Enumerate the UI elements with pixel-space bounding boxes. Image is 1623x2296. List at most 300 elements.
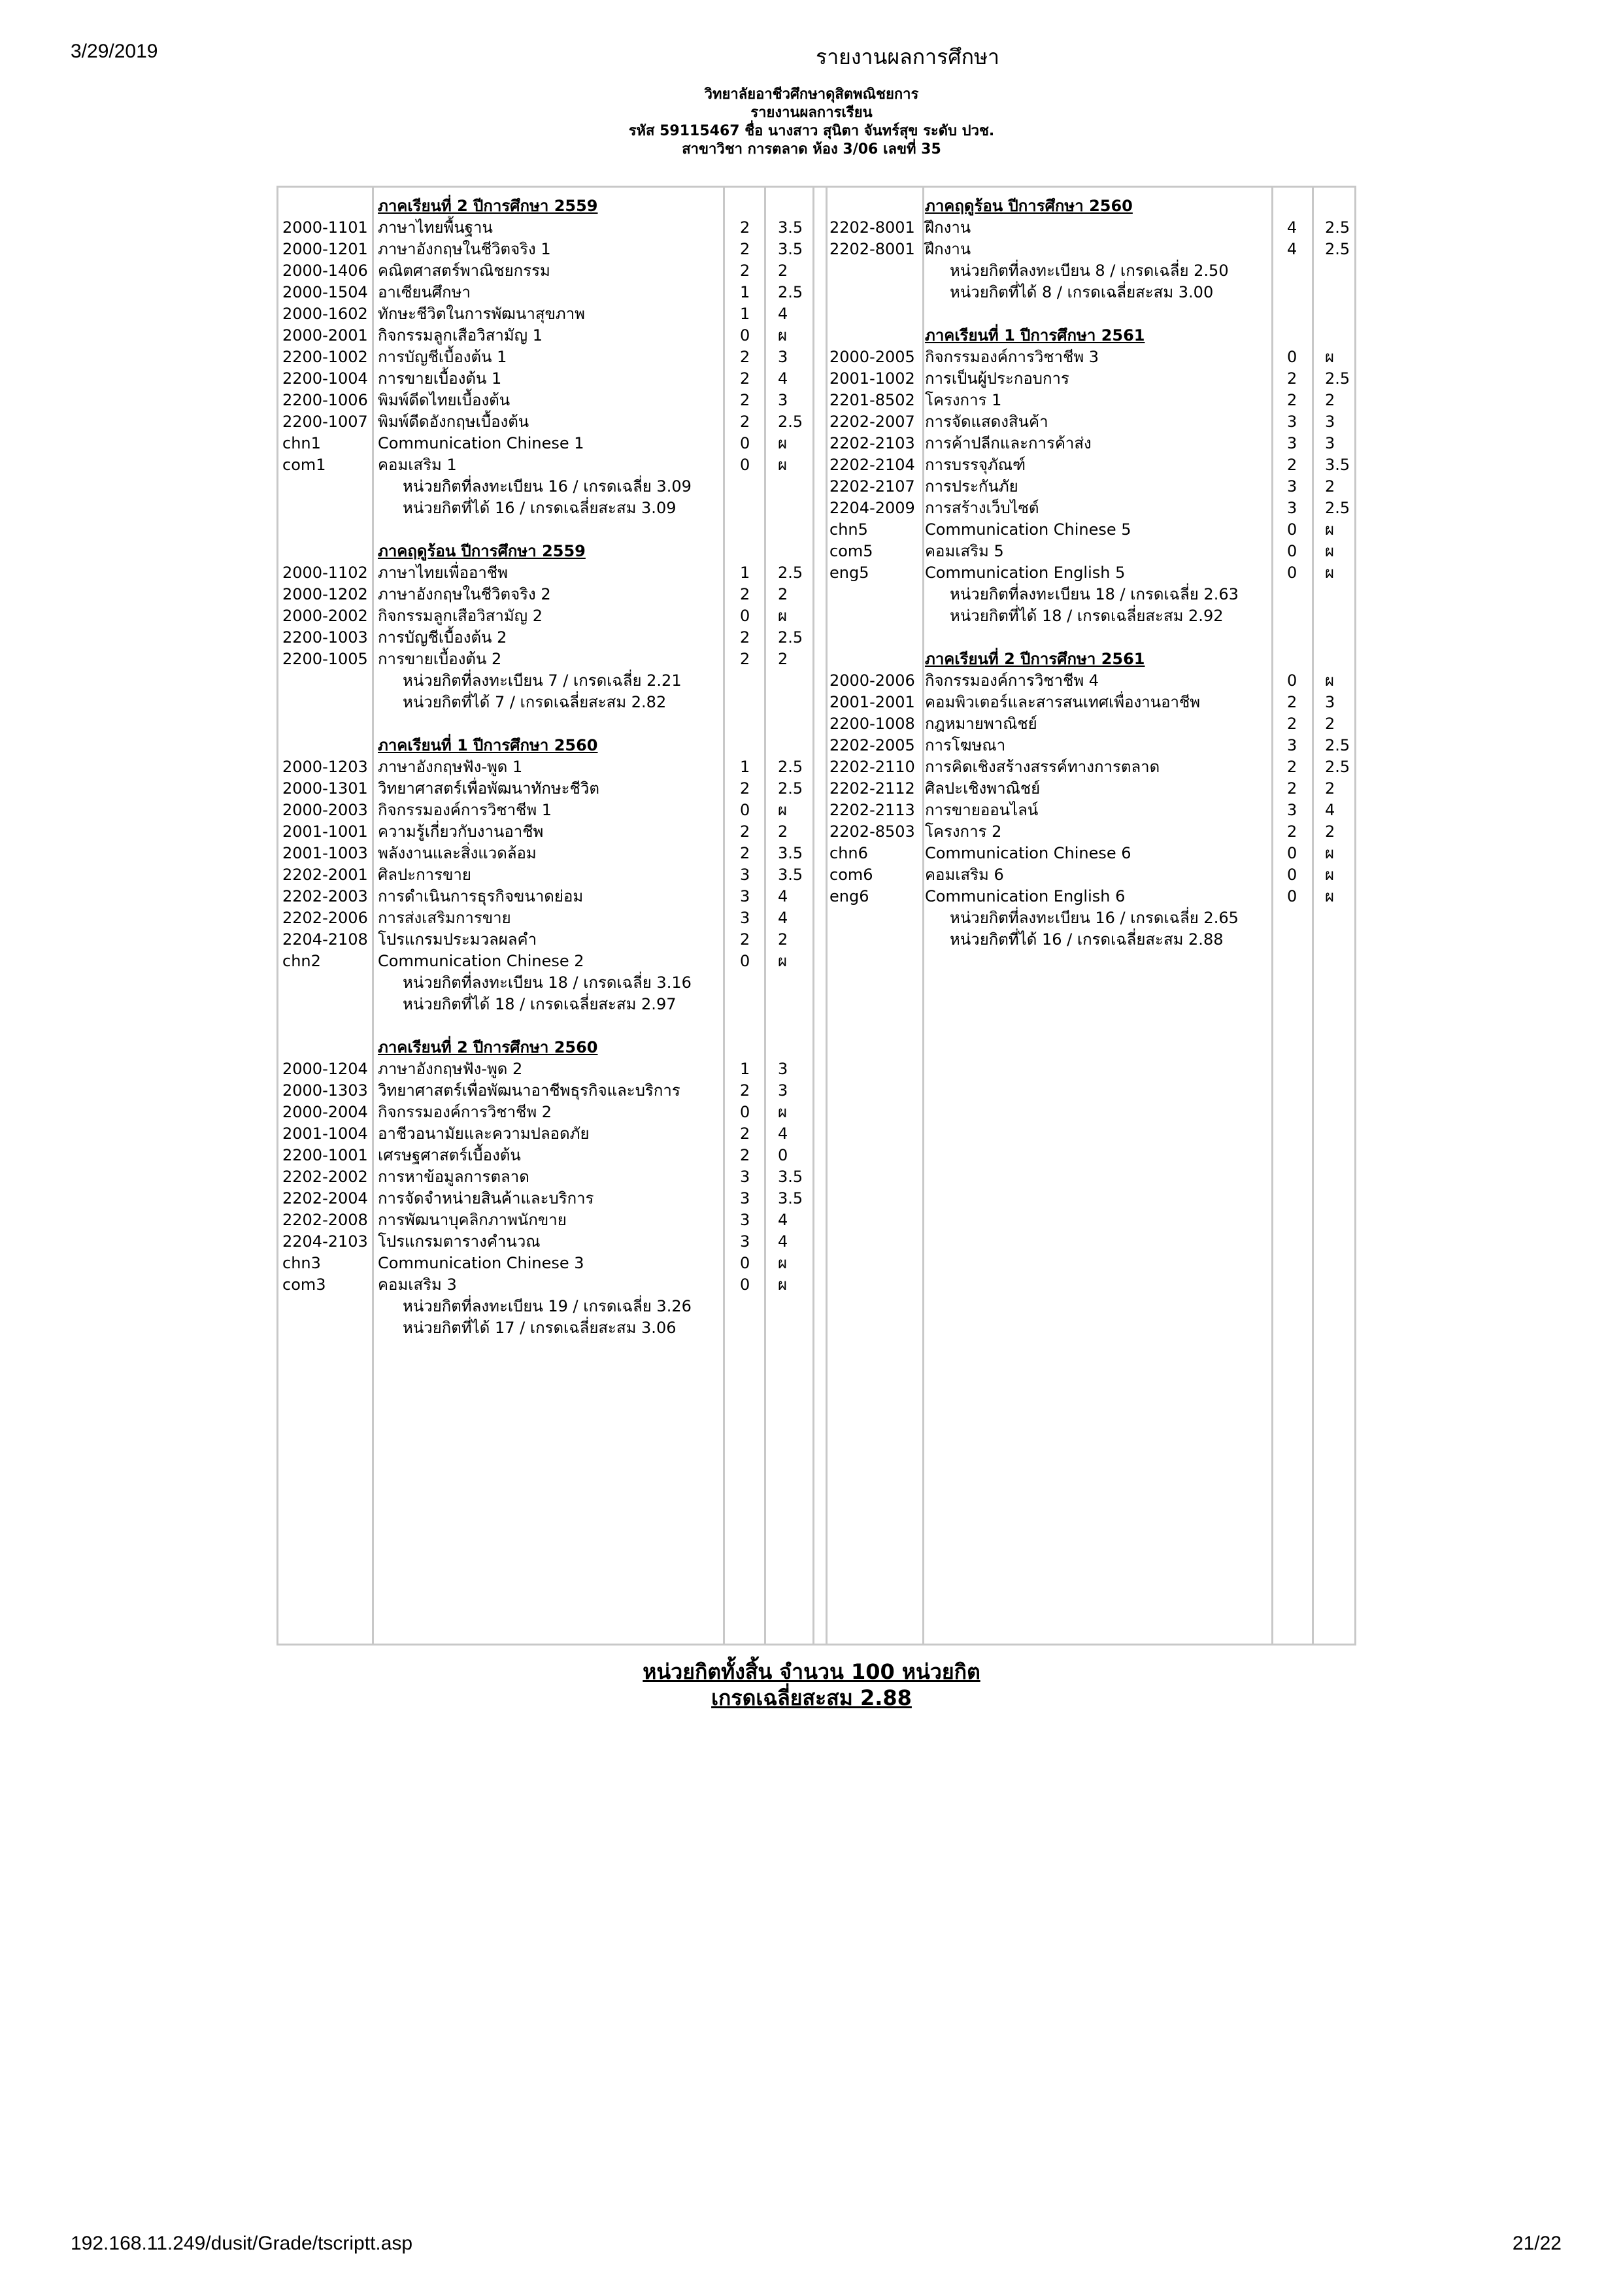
course-row — [278, 1080, 812, 1102]
course-credits: 2 — [740, 413, 750, 431]
course-code: 2000-1204 — [282, 1060, 368, 1078]
course-credits: 2 — [1287, 715, 1297, 733]
course-row — [278, 282, 812, 303]
course-code: 2204-2103 — [282, 1232, 368, 1251]
course-credits: 1 — [740, 283, 750, 301]
course-code: 2000-1406 — [282, 262, 368, 280]
course-code: 2000-2005 — [829, 348, 915, 366]
course-row — [278, 239, 812, 260]
semester-heading: ภาคเรียนที่ 2 ปีการศึกษา 2560 — [378, 1038, 598, 1056]
semester-summary-row — [278, 476, 812, 498]
course-grade: 4 — [1325, 801, 1335, 819]
course-row — [826, 800, 1356, 821]
course-credits: 3 — [1287, 477, 1297, 496]
course-grade: ผ — [1325, 844, 1335, 862]
course-name: การบรรจุภัณฑ์ — [925, 456, 1026, 474]
course-code: chn1 — [282, 434, 321, 452]
course-credits: 0 — [1287, 348, 1297, 366]
course-row — [278, 1209, 812, 1231]
course-credits: 0 — [740, 456, 750, 474]
course-grade: ผ — [1325, 887, 1335, 905]
semester-summary: หน่วยกิตที่ลงทะเบียน 19 / เกรดเฉลี่ย 3.26 — [403, 1297, 692, 1315]
course-name: คอมเสริม 5 — [925, 542, 1004, 560]
semester-heading: ภาคเรียนที่ 2 ปีการศึกษา 2561 — [925, 650, 1145, 668]
course-name: อาเซียนศึกษา — [378, 283, 471, 301]
semester-heading-row — [826, 195, 1356, 217]
course-grade: 4 — [778, 909, 788, 927]
course-credits: 0 — [740, 607, 750, 625]
course-code: 2000-1101 — [282, 218, 368, 237]
course-name: คอมเสริม 1 — [378, 456, 457, 474]
course-credits: 2 — [740, 240, 750, 258]
course-grade: ผ — [778, 326, 788, 345]
course-name: การจัดแสดงสินค้า — [925, 413, 1048, 431]
course-credits: 3 — [1287, 801, 1297, 819]
course-name: โครงการ 1 — [925, 391, 1002, 409]
course-name: การบัญชีเบื้องต้น 1 — [378, 348, 507, 366]
course-credits: 3 — [740, 1189, 750, 1207]
course-credits: 2 — [740, 844, 750, 862]
course-code: 2200-1006 — [282, 391, 368, 409]
course-name: การขายเบื้องต้น 1 — [378, 369, 502, 388]
course-code: 2202-2110 — [829, 758, 915, 776]
course-name: คอมเสริม 6 — [925, 866, 1004, 884]
course-credits: 2 — [740, 585, 750, 603]
course-grade: 3 — [778, 348, 788, 366]
course-row — [278, 778, 812, 800]
course-name: กิจกรรมองค์การวิชาชีพ 3 — [925, 348, 1099, 366]
course-row — [826, 756, 1356, 778]
course-grade: 2.5 — [1325, 218, 1350, 237]
semester-summary-row — [278, 498, 812, 519]
course-grade: 2 — [1325, 715, 1335, 733]
course-name: ภาษาอังกฤษฟัง-พูด 2 — [378, 1060, 523, 1078]
course-name: การหาข้อมูลการตลาด — [378, 1168, 529, 1186]
course-code: 2000-1201 — [282, 240, 368, 258]
course-name: การจัดจำหน่ายสินค้าและบริการ — [378, 1189, 594, 1207]
course-credits: 0 — [1287, 887, 1297, 905]
course-name: การค้าปลีกและการค้าส่ง — [925, 434, 1092, 452]
semester-summary-row — [278, 1317, 812, 1339]
course-grade: 2 — [778, 585, 788, 603]
course-grade: 4 — [778, 369, 788, 388]
course-code: 2000-1202 — [282, 585, 368, 603]
course-row — [826, 692, 1356, 713]
total-credits: หน่วยกิตทั้งสิ้น จำนวน 100 หน่วยกิต — [643, 1659, 980, 1684]
course-grade: 2 — [778, 930, 788, 949]
course-credits: 1 — [740, 758, 750, 776]
course-row — [278, 821, 812, 843]
course-code: chn2 — [282, 952, 321, 970]
course-credits: 1 — [740, 305, 750, 323]
course-row — [278, 649, 812, 670]
course-row — [826, 368, 1356, 390]
course-name: การประกันภัย — [925, 477, 1018, 496]
course-row — [278, 390, 812, 411]
course-grade: 3.5 — [778, 866, 803, 884]
semester-summary: หน่วยกิตที่ได้ 16 / เกรดเฉลี่ยสะสม 2.88 — [950, 930, 1224, 949]
spacer-row — [826, 627, 1356, 649]
course-code: 2200-1008 — [829, 715, 915, 733]
course-name: กฎหมายพาณิชย์ — [925, 715, 1037, 733]
course-code: chn6 — [829, 844, 868, 862]
course-credits: 2 — [740, 1146, 750, 1164]
spacer-row — [278, 713, 812, 735]
course-name: คอมเสริม 3 — [378, 1275, 457, 1294]
course-grade: 2 — [1325, 391, 1335, 409]
course-grade: 3.5 — [778, 218, 803, 237]
course-credits: 2 — [1287, 779, 1297, 798]
course-code: 2202-2004 — [282, 1189, 368, 1207]
course-grade: ผ — [778, 1254, 788, 1272]
page-number: 21/22 — [1512, 2233, 1562, 2254]
course-row — [826, 239, 1356, 260]
course-name: ศิลปะเชิงพาณิชย์ — [925, 779, 1041, 798]
course-row — [826, 735, 1356, 756]
course-code: 2000-1203 — [282, 758, 368, 776]
course-code: 2202-2005 — [829, 736, 915, 754]
course-credits: 3 — [740, 1168, 750, 1186]
course-credits: 2 — [740, 348, 750, 366]
semester-heading: ภาคฤดูร้อน ปีการศึกษา 2559 — [378, 542, 586, 560]
course-name: Communication English 5 — [925, 564, 1126, 582]
course-name: ภาษาอังกฤษในชีวิตจริง 2 — [378, 585, 551, 603]
course-row — [278, 929, 812, 951]
semester-summary-row — [826, 260, 1356, 282]
course-grade: ผ — [1325, 564, 1335, 582]
course-code: 2000-2004 — [282, 1103, 368, 1121]
course-name: กิจกรรมองค์การวิชาชีพ 1 — [378, 801, 552, 819]
course-row — [278, 951, 812, 972]
course-code: com5 — [829, 542, 873, 560]
course-code: 2202-2002 — [282, 1168, 368, 1186]
semester-heading-row — [278, 541, 812, 562]
course-credits: 0 — [740, 434, 750, 452]
course-row — [278, 454, 812, 476]
course-code: 2000-2002 — [282, 607, 368, 625]
course-grade: 2.5 — [1325, 758, 1350, 776]
course-code: 2202-8503 — [829, 822, 915, 841]
course-code: 2001-1001 — [282, 822, 368, 841]
course-row — [826, 541, 1356, 562]
course-row — [278, 627, 812, 649]
course-credits: 3 — [740, 866, 750, 884]
course-grade: 3 — [1325, 413, 1335, 431]
course-grade: 0 — [778, 1146, 788, 1164]
semester-summary-row — [278, 670, 812, 692]
course-grade: 2.5 — [778, 779, 803, 798]
course-row — [826, 713, 1356, 735]
course-grade: 2.5 — [1325, 499, 1350, 517]
course-code: 2000-1303 — [282, 1081, 368, 1100]
course-row — [278, 1145, 812, 1166]
semester-summary-row — [826, 282, 1356, 303]
course-row — [826, 562, 1356, 584]
course-row — [826, 778, 1356, 800]
course-code: 2202-2001 — [282, 866, 368, 884]
course-row — [826, 843, 1356, 864]
course-code: 2200-1007 — [282, 413, 368, 431]
course-credits: 2 — [740, 1124, 750, 1143]
course-grade: 3 — [778, 1081, 788, 1100]
course-grade: 2.5 — [1325, 369, 1350, 388]
semester-heading-row — [826, 325, 1356, 346]
course-grade: ผ — [778, 801, 788, 819]
course-code: 2200-1003 — [282, 628, 368, 647]
course-credits: 4 — [1287, 218, 1297, 237]
course-code: 2000-2001 — [282, 326, 368, 345]
course-name: การพัฒนาบุคลิกภาพนักขาย — [378, 1211, 567, 1229]
course-name: ภาษาอังกฤษในชีวิตจริง 1 — [378, 240, 551, 258]
course-grade: 3.5 — [778, 1189, 803, 1207]
course-grade: 3.5 — [778, 240, 803, 258]
course-name: การดำเนินการธุรกิจขนาดย่อม — [378, 887, 584, 905]
course-credits: 3 — [1287, 736, 1297, 754]
course-credits: 0 — [740, 1254, 750, 1272]
semester-heading-row — [278, 195, 812, 217]
course-code: 2000-2006 — [829, 671, 915, 690]
course-credits: 2 — [740, 779, 750, 798]
course-grade: 3 — [1325, 434, 1335, 452]
course-credits: 3 — [1287, 499, 1297, 517]
print-date: 3/29/2019 — [71, 41, 158, 62]
course-credits: 2 — [740, 391, 750, 409]
semester-summary: หน่วยกิตที่ได้ 7 / เกรดเฉลี่ยสะสม 2.82 — [403, 693, 667, 711]
semester-summary-row — [826, 605, 1356, 627]
course-row — [278, 886, 812, 907]
semester-heading: ภาคเรียนที่ 1 ปีการศึกษา 2561 — [925, 326, 1145, 345]
course-row — [278, 1123, 812, 1145]
semester-summary: หน่วยกิตที่ลงทะเบียน 18 / เกรดเฉลี่ย 3.16 — [403, 973, 692, 992]
course-grade: 2.5 — [778, 628, 803, 647]
semester-heading-row — [278, 735, 812, 756]
course-name: ศิลปะการขาย — [378, 866, 471, 884]
course-name: ฝึกงาน — [925, 240, 971, 258]
course-credits: 2 — [740, 369, 750, 388]
course-row — [278, 584, 812, 605]
course-row — [826, 390, 1356, 411]
course-name: การสร้างเว็บไซต์ — [925, 499, 1039, 517]
course-grade: 2 — [1325, 477, 1335, 496]
course-name: Communication Chinese 5 — [925, 520, 1131, 539]
course-code: eng5 — [829, 564, 869, 582]
semester-summary-row — [278, 994, 812, 1015]
course-credits: 0 — [1287, 542, 1297, 560]
course-code: com6 — [829, 866, 873, 884]
course-row — [278, 1253, 812, 1274]
course-credits: 3 — [1287, 434, 1297, 452]
course-grade: ผ — [778, 607, 788, 625]
page-title: รายงานผลการศึกษา — [816, 44, 1000, 69]
course-name: วิทยาศาสตร์เพื่อพัฒนาทักษะชีวิต — [378, 779, 599, 798]
semester-summary-row — [826, 907, 1356, 929]
spacer-row — [278, 1015, 812, 1037]
course-name: เศรษฐศาสตร์เบื้องต้น — [378, 1146, 521, 1164]
course-credits: 3 — [1287, 413, 1297, 431]
semester-heading: ภาคเรียนที่ 1 ปีการศึกษา 2560 — [378, 736, 598, 754]
course-code: 2200-1001 — [282, 1146, 368, 1164]
course-credits: 2 — [740, 930, 750, 949]
course-credits: 0 — [740, 801, 750, 819]
semester-heading: ภาคเรียนที่ 2 ปีการศึกษา 2559 — [378, 197, 598, 215]
course-row — [826, 519, 1356, 541]
course-grade: 2 — [778, 650, 788, 668]
course-name: พิมพ์ดีดอังกฤษเบื้องต้น — [378, 413, 529, 431]
course-row — [826, 670, 1356, 692]
course-name: การส่งเสริมการขาย — [378, 909, 511, 927]
course-row — [278, 303, 812, 325]
course-row — [278, 346, 812, 368]
course-grade: 4 — [778, 1124, 788, 1143]
course-code: 2200-1005 — [282, 650, 368, 668]
course-grade: 2 — [1325, 822, 1335, 841]
course-name: ภาษาอังกฤษฟัง-พูด 1 — [378, 758, 523, 776]
course-grade: 3.5 — [1325, 456, 1350, 474]
course-row — [278, 433, 812, 454]
course-row — [278, 1274, 812, 1296]
student-info: รหัส 59115467 ชื่อ นางสาว สุนิตา จันทร์สุข ระดับ ปวช. — [628, 123, 995, 139]
spacer-row — [278, 519, 812, 541]
course-credits: 2 — [740, 822, 750, 841]
course-name: กิจกรรมลูกเสือวิสามัญ 2 — [378, 607, 543, 625]
course-credits: 3 — [740, 887, 750, 905]
course-credits: 2 — [1287, 758, 1297, 776]
program-info: สาขาวิชา การตลาด ห้อง 3/06 เลขที่ 35 — [682, 141, 941, 158]
course-credits: 0 — [1287, 564, 1297, 582]
semester-summary: หน่วยกิตที่ได้ 17 / เกรดเฉลี่ยสะสม 3.06 — [403, 1319, 677, 1337]
spacer-row — [826, 303, 1356, 325]
course-name: ทักษะชีวิตในการพัฒนาสุขภาพ — [378, 305, 585, 323]
course-code: 2202-2104 — [829, 456, 915, 474]
course-grade: ผ — [778, 456, 788, 474]
course-grade: ผ — [778, 1103, 788, 1121]
course-row — [278, 1188, 812, 1209]
course-name: วิทยาศาสตร์เพื่อพัฒนาอาชีพธุรกิจและบริการ — [378, 1081, 680, 1100]
semester-summary: หน่วยกิตที่ได้ 16 / เกรดเฉลี่ยสะสม 3.09 — [403, 499, 677, 517]
course-code: chn3 — [282, 1254, 321, 1272]
course-name: คอมพิวเตอร์และสารสนเทศเพื่องานอาชีพ — [925, 693, 1201, 711]
course-name: กิจกรรมองค์การวิชาชีพ 4 — [925, 671, 1099, 690]
semester-summary: หน่วยกิตที่ลงทะเบียน 8 / เกรดเฉลี่ย 2.50 — [950, 262, 1229, 280]
course-row — [278, 1231, 812, 1253]
course-grade: 2.5 — [778, 413, 803, 431]
course-name: โครงการ 2 — [925, 822, 1002, 841]
course-code: 2204-2009 — [829, 499, 915, 517]
course-row — [278, 368, 812, 390]
course-grade: 3.5 — [778, 844, 803, 862]
course-row — [826, 433, 1356, 454]
course-code: 2202-2103 — [829, 434, 915, 452]
course-row — [278, 864, 812, 886]
course-credits: 3 — [740, 909, 750, 927]
course-grade: 3 — [778, 1060, 788, 1078]
cumulative-gpa: เกรดเฉลี่ยสะสม 2.88 — [711, 1685, 912, 1710]
semester-summary: หน่วยกิตที่ลงทะเบียน 16 / เกรดเฉลี่ย 2.65 — [950, 909, 1239, 927]
course-grade: 4 — [778, 1211, 788, 1229]
course-name: การบัญชีเบื้องต้น 2 — [378, 628, 507, 647]
course-row — [278, 605, 812, 627]
course-code: 2202-8001 — [829, 218, 915, 237]
course-code: 2000-1102 — [282, 564, 368, 582]
right-column — [826, 195, 1356, 951]
course-name: ฝึกงาน — [925, 218, 971, 237]
course-credits: 0 — [1287, 844, 1297, 862]
course-grade: 2.5 — [778, 758, 803, 776]
semester-summary-row — [826, 929, 1356, 951]
course-code: 2202-2003 — [282, 887, 368, 905]
course-row — [826, 411, 1356, 433]
report-name: รายงานผลการเรียน — [750, 105, 873, 121]
course-credits: 2 — [740, 628, 750, 647]
course-credits: 2 — [1287, 822, 1297, 841]
course-credits: 1 — [740, 564, 750, 582]
course-name: Communication Chinese 1 — [378, 434, 584, 452]
course-name: พิมพ์ดีดไทยเบื้องต้น — [378, 391, 510, 409]
course-code: 2202-2008 — [282, 1211, 368, 1229]
course-name: Communication Chinese 6 — [925, 844, 1131, 862]
course-name: โปรแกรมประมวลผลคำ — [378, 930, 537, 949]
course-credits: 2 — [1287, 391, 1297, 409]
course-grade: 2 — [778, 822, 788, 841]
course-grade: ผ — [1325, 348, 1335, 366]
course-credits: 2 — [1287, 693, 1297, 711]
course-code: 2001-2001 — [829, 693, 915, 711]
course-code: 2000-2003 — [282, 801, 368, 819]
semester-summary: หน่วยกิตที่ได้ 18 / เกรดเฉลี่ยสะสม 2.97 — [403, 995, 677, 1013]
course-code: 2200-1004 — [282, 369, 368, 388]
semester-summary: หน่วยกิตที่ได้ 8 / เกรดเฉลี่ยสะสม 3.00 — [950, 283, 1214, 301]
course-credits: 2 — [740, 218, 750, 237]
course-row — [278, 260, 812, 282]
course-code: 2000-1504 — [282, 283, 368, 301]
course-name: Communication Chinese 3 — [378, 1254, 584, 1272]
semester-heading-row — [278, 1037, 812, 1058]
course-row — [278, 411, 812, 433]
course-grade: ผ — [1325, 520, 1335, 539]
course-credits: 0 — [740, 1103, 750, 1121]
course-name: ภาษาไทยพื้นฐาน — [378, 218, 493, 237]
course-row — [278, 217, 812, 239]
course-grade: ผ — [778, 952, 788, 970]
course-row — [278, 800, 812, 821]
course-credits: 1 — [740, 1060, 750, 1078]
course-code: chn5 — [829, 520, 868, 539]
course-grade: ผ — [778, 1275, 788, 1294]
course-grade: 2 — [1325, 779, 1335, 798]
course-grade: 2 — [778, 262, 788, 280]
course-name: กิจกรรมลูกเสือวิสามัญ 1 — [378, 326, 543, 345]
course-row — [278, 1102, 812, 1123]
semester-summary-row — [278, 1296, 812, 1317]
course-code: 2202-2113 — [829, 801, 915, 819]
course-row — [278, 325, 812, 346]
course-credits: 2 — [740, 650, 750, 668]
course-name: คณิตศาสตร์พาณิชยกรรม — [378, 262, 550, 280]
course-row — [278, 756, 812, 778]
semester-summary: หน่วยกิตที่ลงทะเบียน 16 / เกรดเฉลี่ย 3.09 — [403, 477, 692, 496]
course-code: 2001-1002 — [829, 369, 915, 388]
course-credits: 0 — [740, 1275, 750, 1294]
semester-summary: หน่วยกิตที่ลงทะเบียน 18 / เกรดเฉลี่ย 2.63 — [950, 585, 1239, 603]
semester-summary: หน่วยกิตที่ได้ 18 / เกรดเฉลี่ยสะสม 2.92 — [950, 607, 1224, 625]
course-name: ความรู้เกี่ยวกับงานอาชีพ — [378, 822, 544, 841]
course-grade: ผ — [1325, 671, 1335, 690]
left-column — [278, 195, 812, 1339]
course-name: การโฆษณา — [925, 736, 1006, 754]
course-name: การขายเบื้องต้น 2 — [378, 650, 502, 668]
course-name: การขายออนไลน์ — [925, 801, 1039, 819]
course-grade: 2.5 — [778, 283, 803, 301]
